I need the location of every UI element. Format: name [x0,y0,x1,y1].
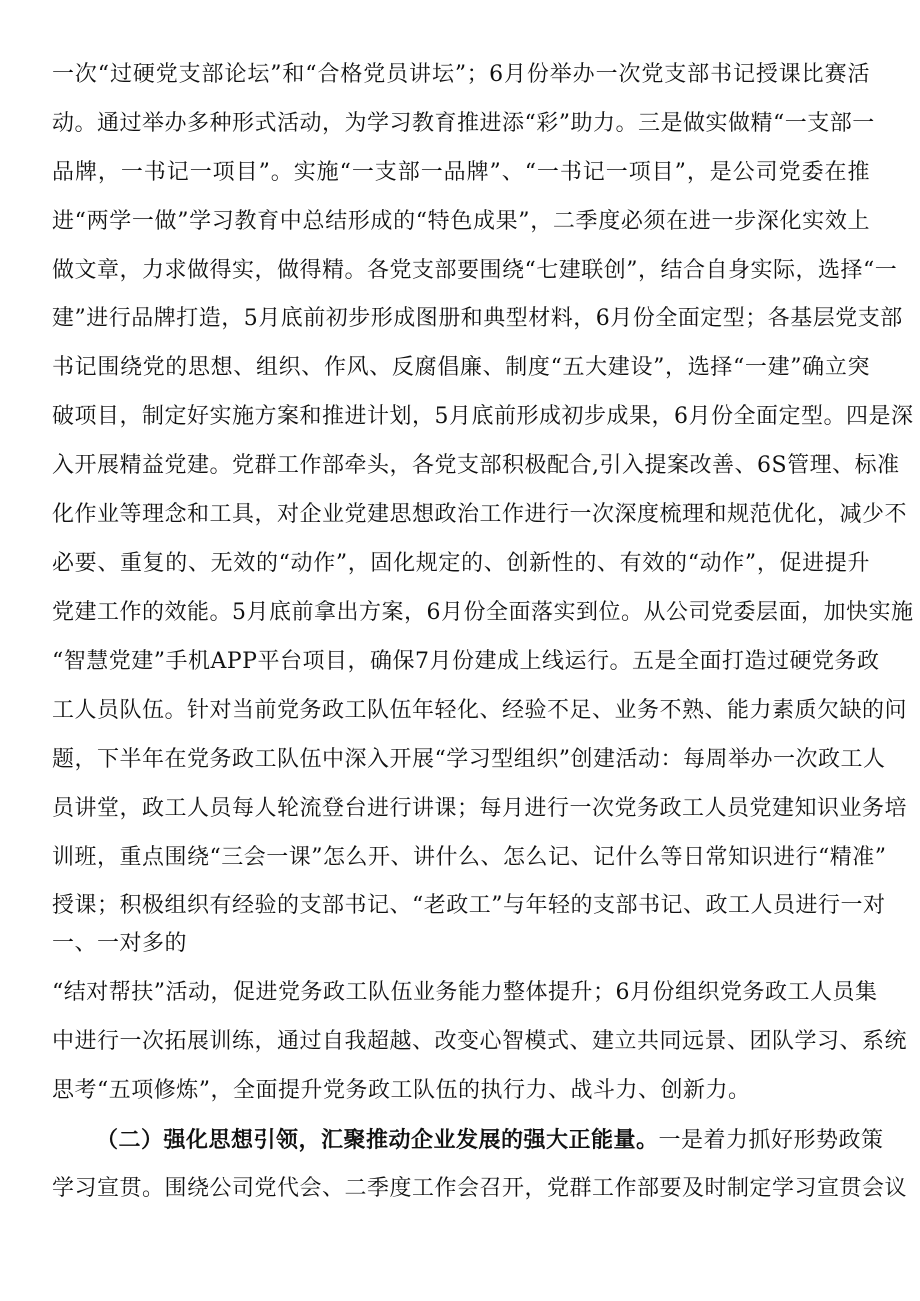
body-text-line: 入开展精益党建。党群工作部牵头，各党支部积极配合,引入提案改善、6S管理、标准 [52,453,900,478]
body-text-line: 破项目，制定好实施方案和推进计划，5月底前形成初步成果，6月份全面定型。四是深 [52,404,914,429]
body-text-line: 思考“五项修炼”，全面提升党务政工队伍的执行力、战斗力、创新力。 [52,1078,751,1103]
body-text-line: 进“两学一做”学习教育中总结形成的“特色成果”，二季度必须在进一步深化实效上 [52,209,870,234]
body-text-line: 训班，重点围绕“三会一课”怎么开、讲什么、怎么记、记什么等日常知识进行“精准” [52,845,887,870]
body-text-line: 一、一对多的 [52,931,188,956]
body-text-line: 化作业等理念和工具，对企业党建思想政治工作进行一次深度梳理和规范优化，减少不 [52,502,908,527]
body-text-line: 必要、重复的、无效的“动作”，固化规定的、创新性的、有效的“动作”，促进提升 [52,551,870,576]
body-text-line: 建”进行品牌打造，5月底前初步形成图册和典型材料，6月份全面定型；各基层党支部 [52,306,903,331]
body-text-line: 做文章，力求做得实，做得精。各党支部要围绕“七建联创”，结合自身实际，选择“一 [52,258,898,283]
body-text-line: 品牌，一书记一项目”。实施“一支部一品牌”、“一书记一项目”，是公司党委在推 [52,160,870,185]
body-text-line: 学习宣贯。围绕公司党代会、二季度工作会召开，党群工作部要及时制定学习宣贯会议 [52,1176,908,1201]
body-text-line: 中进行一次拓展训练，通过自我超越、改变心智模式、建立共同远景、团队学习、系统 [52,1029,908,1054]
body-text-line: 题，下半年在党务政工队伍中深入开展“学习型组织”创建活动：每周举办一次政工人 [52,747,886,772]
body-text-line: 书记围绕党的思想、组织、作风、反腐倡廉、制度“五大建设”，选择“一建”确立突 [52,355,870,380]
body-text-line: 员讲堂，政工人员每人轮流登台进行讲课；每月进行一次党务政工人员党建知识业务培 [52,796,908,821]
body-text-line: 工人员队伍。针对当前党务政工队伍年轻化、经验不足、业务不熟、能力素质欠缺的问 [52,698,908,723]
body-text-line: 动。通过举办多种形式活动，为学习教育推进添“彩”助力。三是做实做精“一支部一 [52,111,875,136]
section-heading: （二）强化思想引领，汇聚推动企业发展的强大正能量。 [96,1127,659,1153]
section-text: 一是着力抓好形势政策 [658,1128,884,1153]
body-text-line: “结对帮扶”活动，促进党务政工队伍业务能力整体提升；6月份组织党务政工人员集 [52,980,878,1005]
body-text-line: 授课；积极组织有经验的支部书记、“老政工”与年轻的支部书记、政工人员进行一对 [52,893,886,918]
body-text-line: 一次“过硬党支部论坛”和“合格党员讲坛”；6月份举办一次党支部书记授课比赛活 [52,62,870,87]
body-text-line: 党建工作的效能。5月底前拿出方案，6月份全面落实到位。从公司党委层面，加快实施 [52,600,914,625]
section-paragraph-first-line [96,1120,884,1160]
body-text-line: “智慧党建”手机APP平台项目，确保7月份建成上线运行。五是全面打造过硬党务政 [52,649,880,674]
